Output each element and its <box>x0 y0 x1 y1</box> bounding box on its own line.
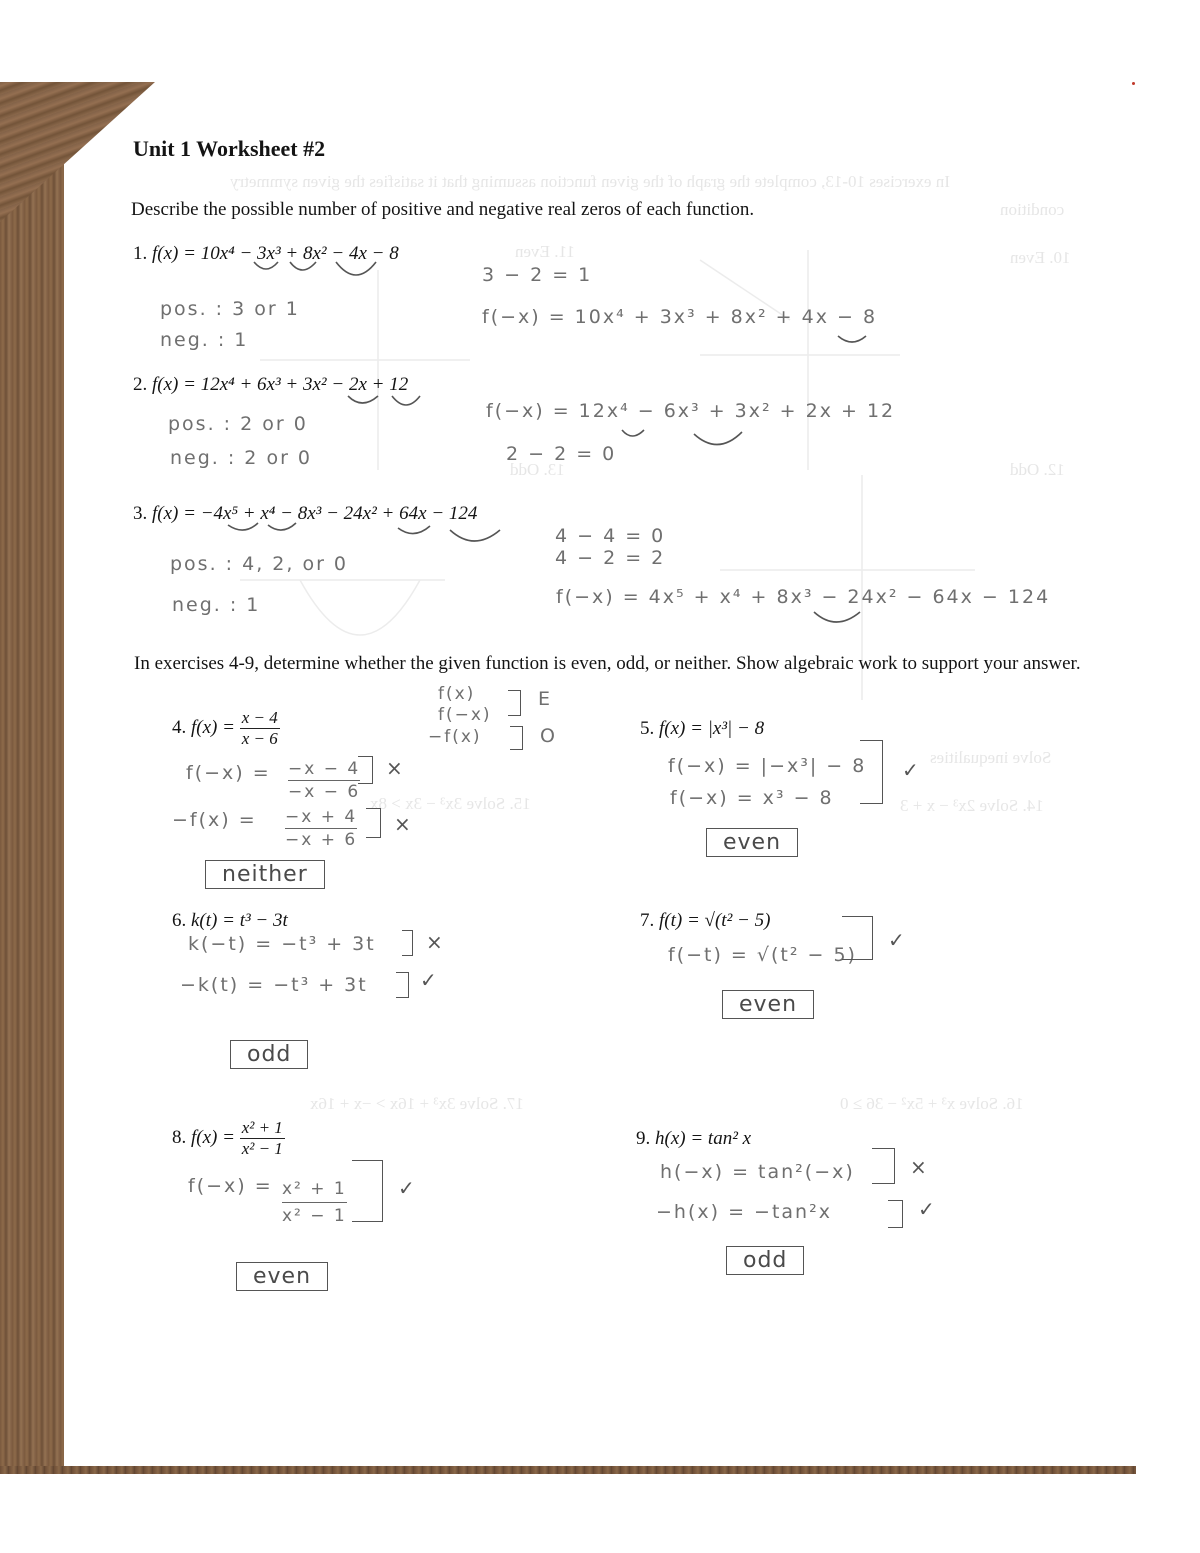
legend-bracket-1 <box>508 690 521 716</box>
problem-4-fraction <box>240 708 280 749</box>
problem-6-number: 6. <box>172 910 187 931</box>
hw-1-f-neg-x: f(−x) = 10x⁴ + 3x³ + 8x² + 4x − 8 <box>482 306 878 328</box>
hw-4-a-x-mark: × <box>386 756 403 780</box>
problem-4-lhs: f(x) = <box>191 716 235 738</box>
problem-2-number: 2. <box>133 374 148 395</box>
hw-7-a: f(−t) = √(t² − 5) <box>668 944 857 966</box>
answer-8-box: even <box>236 1262 328 1291</box>
answer-5-box: even <box>706 828 798 857</box>
problem-4 <box>172 708 280 749</box>
hw-2-neg: neg. : 2 or 0 <box>170 447 313 469</box>
legend-neg-f-x: −f(x) <box>428 727 482 747</box>
hw-1-pos: pos. : 3 or 1 <box>160 298 300 320</box>
problem-4-denominator: x − 6 <box>241 729 278 748</box>
hw-5-a: f(−x) = |−x³| − 8 <box>668 755 867 777</box>
bleed-solve-ineq: Solve inequalities <box>930 748 1052 767</box>
hw-3-count-1: 4 − 4 = 0 <box>555 525 666 547</box>
problem-7-number: 7. <box>640 910 655 931</box>
problem-8-denominator: x² − 1 <box>241 1139 283 1158</box>
hw-5-b: f(−x) = x³ − 8 <box>670 787 834 809</box>
instructions-even-odd: In exercises 4-9, determine whether the given function is even, odd, or neither. Show algebraic work to support your answer. <box>134 653 1081 674</box>
hw-1-count: 3 − 2 = 1 <box>482 264 593 286</box>
hw-5-check-mark: ✓ <box>902 758 919 782</box>
hw-5-bracket <box>860 740 883 804</box>
problem-8-lhs: f(x) = <box>191 1126 235 1148</box>
problem-9 <box>636 1128 751 1150</box>
instructions-zeros: Describe the possible number of positive and negative real zeros of each function. <box>131 199 755 220</box>
hw-3-f-neg-x: f(−x) = 4x⁵ + x⁴ + 8x³ − 24x² − 64x − 124 <box>556 586 1051 608</box>
bleed-line-1: In exercises 10-13, complete the graph of the given function assuming that it satisfies the given symmetry <box>230 172 950 191</box>
problem-3-number: 3. <box>133 503 148 524</box>
legend-odd-letter: O <box>540 725 557 747</box>
hw-4-a-fraction <box>288 758 360 803</box>
hw-3-count-2: 4 − 2 = 2 <box>555 547 666 569</box>
legend-even-letter: E <box>538 688 553 710</box>
bleed-odd-12: 12. Odd <box>1010 460 1065 479</box>
answer-7-box: even <box>722 990 814 1019</box>
bleed-p17: 17. Solve 3x³ + 16x > −x + 16x <box>310 1094 524 1113</box>
problem-7-expression: f(t) = √(t² − 5) <box>659 910 771 931</box>
problem-8-numerator: x² + 1 <box>241 1118 283 1137</box>
hw-8-numerator: x² + 1 <box>282 1176 347 1203</box>
problem-7 <box>640 910 770 932</box>
problem-1-expression: f(x) = 10x⁴ − 3x³ + 8x² − 4x − 8 <box>152 243 399 264</box>
hw-7-check-mark: ✓ <box>888 928 905 952</box>
bleed-p14: 14. Solve 2x³ − x + 3 <box>900 796 1044 815</box>
bleed-p16: 16. Solve x³ + 5x² − 36 ≥ 0 <box>840 1094 1024 1113</box>
hw-9-a-x-mark: × <box>910 1155 927 1179</box>
hw-8-lhs: f(−x) = <box>188 1175 273 1197</box>
bleed-odd-13: 13. Odd <box>510 460 565 479</box>
answer-4-box: neither <box>205 860 325 889</box>
hw-7-bracket <box>842 916 873 960</box>
hw-9-a-bracket <box>872 1148 895 1184</box>
problem-9-number: 9. <box>636 1128 651 1149</box>
hw-4-b-lhs: −f(x) = <box>172 809 257 831</box>
hw-4-b-x-mark: × <box>394 812 411 836</box>
hw-4-a-denominator: −x − 6 <box>288 782 361 802</box>
problem-6 <box>172 910 288 932</box>
legend-f-neg-x: f(−x) <box>438 705 492 725</box>
hw-8-fraction <box>282 1176 347 1229</box>
problem-9-expression: h(x) = tan² x <box>655 1128 752 1149</box>
legend-bracket-2 <box>510 726 523 750</box>
bleed-p15: 15. Solve 3x³ − 3x > 8x <box>370 794 531 813</box>
hw-3-neg: neg. : 1 <box>172 594 261 616</box>
problem-8-number: 8. <box>172 1126 187 1148</box>
answer-9-box: odd <box>726 1246 804 1275</box>
hw-9-b-check-mark: ✓ <box>918 1197 935 1221</box>
hw-4-a-bracket <box>358 756 373 784</box>
bleed-line-2: condition <box>1000 200 1065 219</box>
problem-5-number: 5. <box>640 718 655 739</box>
hw-6-a: k(−t) = −t³ + 3t <box>188 933 376 955</box>
hw-4-a-numerator: −x − 4 <box>288 759 361 779</box>
hw-2-f-neg-x: f(−x) = 12x⁴ − 6x³ + 3x² + 2x + 12 <box>486 400 896 422</box>
hw-6-b-check-mark: ✓ <box>420 968 437 992</box>
hw-4-a-lhs: f(−x) = <box>186 762 271 784</box>
hw-8-denominator: x² − 1 <box>282 1206 347 1226</box>
hw-6-b-bracket <box>396 972 409 998</box>
hw-4-b-bracket <box>366 808 381 838</box>
hw-2-count: 2 − 2 = 0 <box>506 443 617 465</box>
hw-9-a: h(−x) = tan²(−x) <box>660 1161 855 1183</box>
problem-6-expression: k(t) = t³ − 3t <box>191 910 288 931</box>
hw-4-b-numerator: −x + 4 <box>285 807 358 827</box>
hw-9-b: −h(x) = −tan²x <box>656 1201 832 1223</box>
page-title: Unit 1 Worksheet #2 <box>133 136 326 161</box>
hw-1-neg: neg. : 1 <box>160 329 249 351</box>
problem-1-number: 1. <box>133 243 148 264</box>
hw-9-b-bracket <box>888 1200 903 1228</box>
problem-4-number: 4. <box>172 716 187 738</box>
answer-6-box: odd <box>230 1040 308 1069</box>
hw-4-b-fraction <box>285 806 357 851</box>
hw-6-a-x-mark: × <box>426 930 443 954</box>
problem-4-numerator: x − 4 <box>241 708 278 727</box>
hw-8-bracket <box>352 1160 383 1222</box>
problem-3-expression: f(x) = −4x⁵ + x⁴ − 8x³ − 24x² + 64x − 124 <box>152 503 478 524</box>
bleed-even-11: 11. Even <box>515 242 575 261</box>
hw-3-pos: pos. : 4, 2, or 0 <box>170 553 349 575</box>
hw-8-check-mark: ✓ <box>398 1176 415 1200</box>
problem-8-fraction <box>240 1118 285 1159</box>
problem-8 <box>172 1118 285 1159</box>
problem-5 <box>640 718 764 740</box>
problem-2-expression: f(x) = 12x⁴ + 6x³ + 3x² − 2x + 12 <box>152 374 409 395</box>
hw-2-pos: pos. : 2 or 0 <box>168 413 308 435</box>
problem-5-expression: f(x) = |x³| − 8 <box>659 718 765 739</box>
hw-6-b: −k(t) = −t³ + 3t <box>180 974 368 996</box>
hw-6-a-bracket <box>402 930 413 956</box>
legend-f-x: f(x) <box>438 684 476 704</box>
bleed-even-10: 10. Even <box>1010 248 1071 267</box>
hw-4-b-denominator: −x + 6 <box>285 830 358 850</box>
